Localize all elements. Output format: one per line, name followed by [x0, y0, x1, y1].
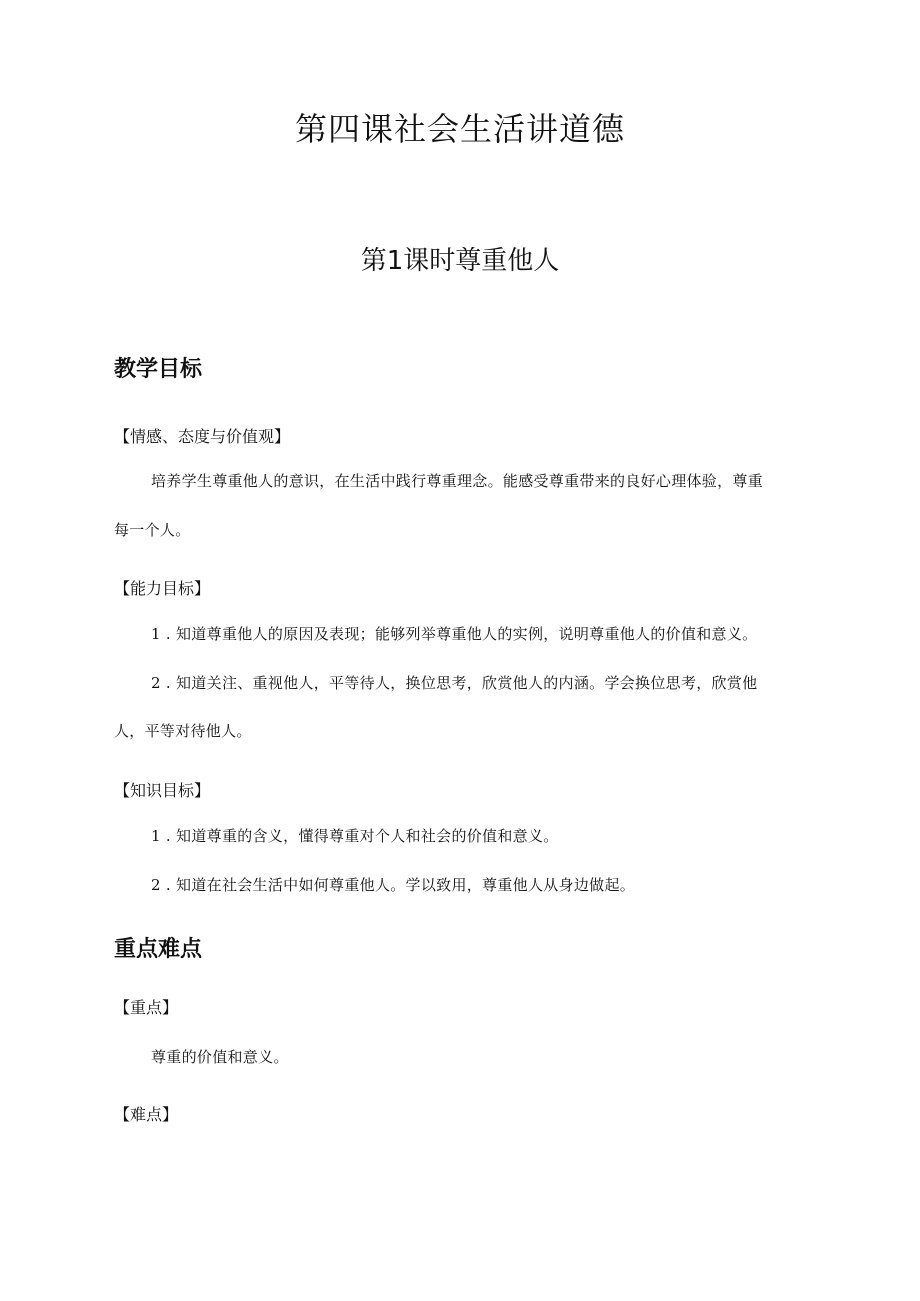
knowledge-goals-heading: 【知识目标】 [114, 781, 211, 800]
knowledge-goals-item-1: 1 . 知道尊重的含义，懂得尊重对个人和社会的价值和意义。 [151, 827, 559, 845]
knowledge-goals-item-2: 2 . 知道在社会生活中如何尊重他人。学以致用，尊重他人从身边做起。 [151, 876, 636, 894]
ability-goals-item-2-line-1: 2 . 知道关注、重视他人，平等待人，换位思考，欣赏他人的内涵。学会换位思考，欣赏他 [151, 674, 758, 692]
ability-goals-item-2-line-2: 人，平等对待他人。 [114, 722, 252, 740]
difficulty-heading: 【难点】 [114, 1105, 179, 1124]
focus-text: 尊重的价值和意义。 [151, 1048, 289, 1066]
teaching-goals-heading: 教学目标 [114, 357, 203, 382]
lesson-title: 第1课时尊重他人 [360, 246, 560, 276]
key-points-heading: 重点难点 [114, 937, 203, 962]
ability-goals-heading: 【能力目标】 [114, 579, 211, 598]
emotion-goals-line-1: 培养学生尊重他人的意识，在生活中践行尊重理念。能感受尊重带来的良好心理体验，尊重 [151, 472, 764, 490]
main-title: 第四课社会生活讲道德 [294, 110, 625, 148]
emotion-goals-line-2: 每一个人。 [114, 521, 191, 539]
emotion-goals-heading: 【情感、态度与价值观】 [114, 427, 291, 446]
focus-heading: 【重点】 [114, 998, 179, 1017]
ability-goals-item-1: 1 . 知道尊重他人的原因及表现；能够列举尊重他人的实例，说明尊重他人的价值和意义。 [151, 625, 758, 643]
